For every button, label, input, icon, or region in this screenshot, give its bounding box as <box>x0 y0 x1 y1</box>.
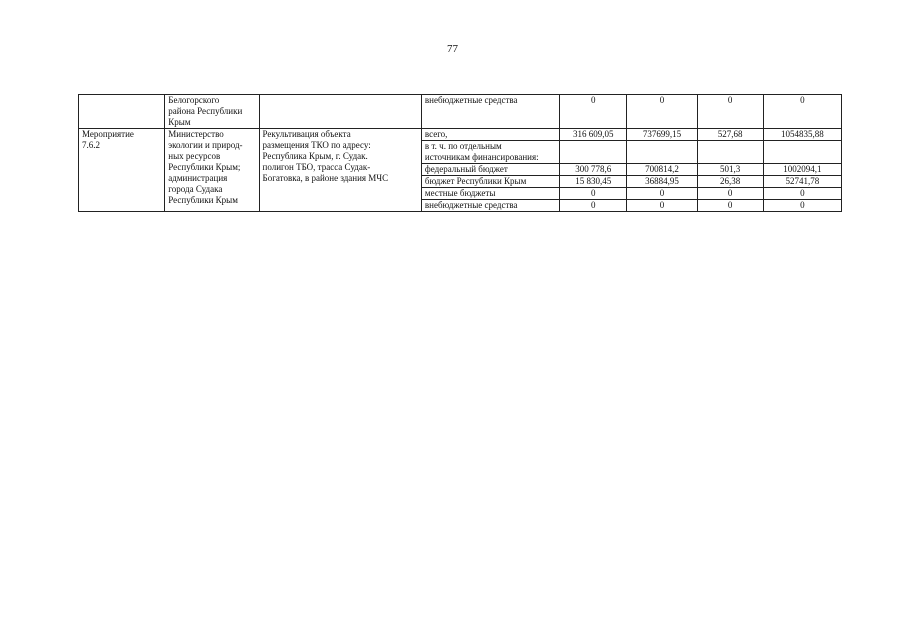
value-cell: 1054835,88 <box>763 129 841 141</box>
value-cell: 527,68 <box>697 129 763 141</box>
value-cell: 0 <box>627 200 697 212</box>
source-cell: всего, <box>421 129 559 141</box>
value-cell: 501,3 <box>697 164 763 176</box>
source-cell: внебюджетные средства <box>421 200 559 212</box>
value-cell: 0 <box>627 188 697 200</box>
table-row <box>79 95 842 129</box>
value-cell: 0 <box>560 95 627 129</box>
value-cell <box>697 141 763 164</box>
event-id-cell <box>79 95 165 129</box>
value-cell: 1002094,1 <box>763 164 841 176</box>
value-cell: 737699,15 <box>627 129 697 141</box>
source-cell: бюджет Республики Крым <box>421 176 559 188</box>
source-cell: местные бюджеты <box>421 188 559 200</box>
value-cell: 300 778,6 <box>560 164 627 176</box>
value-cell: 52741,78 <box>763 176 841 188</box>
value-cell: 0 <box>697 200 763 212</box>
value-cell: 0 <box>697 188 763 200</box>
source-cell: федеральный бюджет <box>421 164 559 176</box>
value-cell: 0 <box>560 188 627 200</box>
event-id-cell: Мероприятие 7.6.2 <box>79 129 165 212</box>
value-cell: 0 <box>763 188 841 200</box>
executor-cell: Белогорского района Республики Крым <box>165 95 259 129</box>
value-cell: 0 <box>560 200 627 212</box>
value-cell <box>763 141 841 164</box>
value-cell: 26,38 <box>697 176 763 188</box>
source-cell: в т. ч. по отдельным источникам финансирования: <box>421 141 559 164</box>
page-number: 77 <box>447 43 458 55</box>
source-cell: внебюджетные средства <box>421 95 559 129</box>
executor-cell: Министерство экологии и природ- ных ресурсов Республики Крым; администрация города Судака Республики Крым <box>165 129 259 212</box>
value-cell <box>560 141 627 164</box>
description-cell <box>259 95 421 129</box>
value-cell <box>627 141 697 164</box>
value-cell: 0 <box>697 95 763 129</box>
table-row <box>79 129 842 141</box>
value-cell: 0 <box>763 95 841 129</box>
value-cell: 0 <box>763 200 841 212</box>
value-cell: 700814,2 <box>627 164 697 176</box>
financing-table <box>78 94 842 212</box>
description-cell: Рекультивация объекта размещения ТКО по адресу: Республика Крым, г. Судак. полигон ТБО, трасса Судак- Богатовка, в районе здания МЧС <box>259 129 421 212</box>
value-cell: 0 <box>627 95 697 129</box>
value-cell: 36884,95 <box>627 176 697 188</box>
value-cell: 316 609,05 <box>560 129 627 141</box>
value-cell: 15 830,45 <box>560 176 627 188</box>
